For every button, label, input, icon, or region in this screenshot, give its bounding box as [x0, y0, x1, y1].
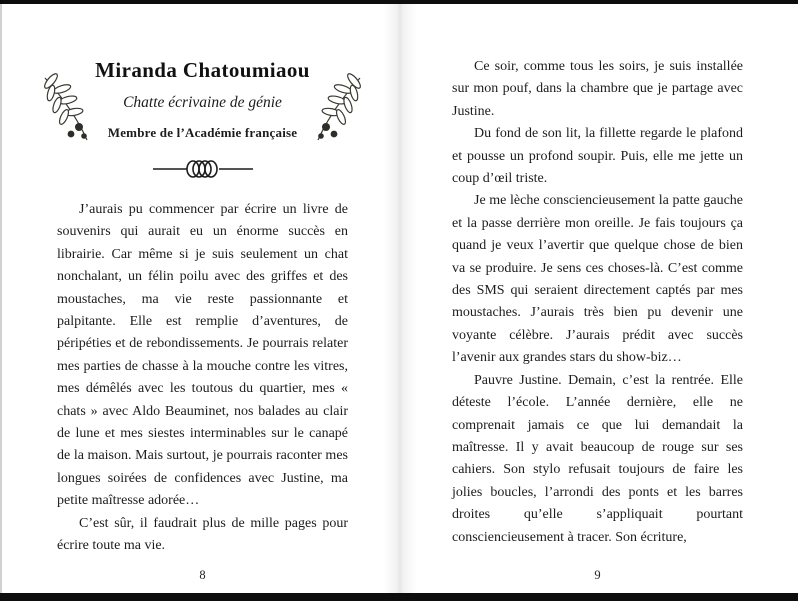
chapter-header — [57, 58, 348, 182]
scan-edge-left — [0, 0, 2, 601]
paragraph: Pauvre Justine. Demain, c’est la rentrée. Elle déteste l’école. L’année dernière, elle ne comprenait jamais ce que lui demandait la maîtresse. Il y avait beaucoup de rouge sur ses cahiers. Son stylo refusait toujours de faire les jolies boucles, l’arrondi des ponts et les barres droites qu’elle s’appliquait pourtant consciencieusement à tracer. Son écriture, — [452, 372, 743, 545]
chapter-subtitle: Chatte écrivaine de génie — [123, 94, 282, 111]
paragraph: Je me lèche consciencieusement la patte gauche et la passe derrière mon oreille. Je fais toujours ça quand je veux l’avertir que quelque chose de bien va se produire. Je sens ces choses-là. C’est comme des SMS qui seraient directement captés par mes moustaches. J’aurais très bien pu devenir une voyante célèbre. J’aurais prédit avec succès l’avenir aux grandes stars du show-biz… — [452, 193, 743, 366]
olive-branch-left-icon — [39, 72, 91, 142]
chapter-affiliation: Membre de l’Académie française — [107, 125, 298, 140]
right-page-body — [452, 56, 743, 549]
left-page-body — [57, 199, 348, 558]
paragraph: Du fond de son lit, la fillette regarde le plafond et pousse un profond soupir. Puis, elle me jette un coup d’œil triste. — [452, 126, 743, 187]
page-left — [57, 58, 348, 558]
title-block — [57, 58, 348, 141]
paragraph: Ce soir, comme tous les soirs, je suis installée sur mon pouf, dans la chambre que je partage avec Justine. — [452, 59, 743, 119]
page-gutter-shadow — [383, 4, 417, 593]
page-number-left: 8 — [199, 568, 206, 582]
page-number-right: 9 — [594, 568, 601, 582]
paragraph: C’est sûr, il faudrait plus de mille pages pour écrire toute ma vie. — [57, 515, 348, 554]
scan-edge-bottom — [0, 593, 798, 601]
coil-divider-icon — [57, 156, 348, 182]
paragraph: J’aurais pu commencer par écrire un livre de souvenirs qui aurait eu un énorme succès en librairie. Car même si je suis seulement un chat nonchalant, un félin poilu avec des griffes et des moustaches, ma vie reste passionnante et palpitante. Elle est remplie d’aventures, de péripéties et de rebondissements. Je pourrais relater mes parties de chasse à la mouche contre les vitres, mes démêlés avec les toutous du quartier, mes « chats » avec Aldo Beauminet, nos balades au clair de lune et mes siestes interminables sur le canapé de la maison. Mais surtout, je pourrais raconter mes longues soirées de confidences avec Justine, ma petite maîtresse adorée… — [57, 202, 348, 509]
olive-branch-right-icon — [314, 72, 366, 142]
page-right — [452, 56, 743, 549]
chapter-title: Miranda Chatoumiaou — [95, 58, 310, 82]
